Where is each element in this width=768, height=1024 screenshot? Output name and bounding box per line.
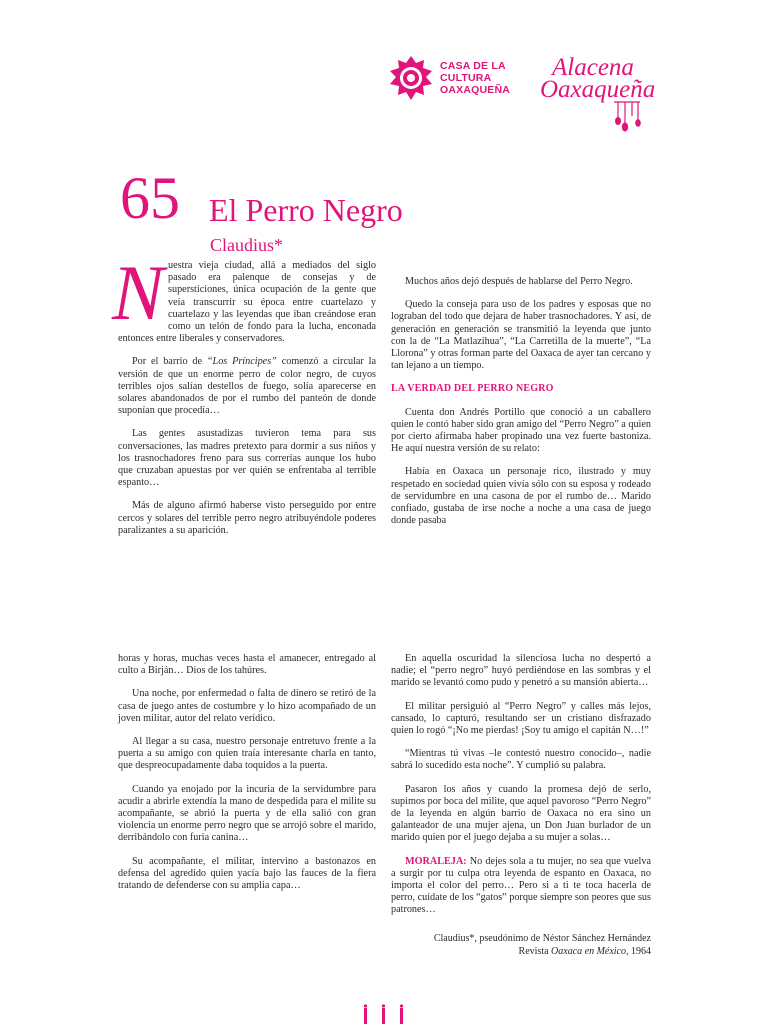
casa-line-1: CASA DE LA (440, 60, 506, 72)
credit-line-2 (351, 946, 651, 959)
paragraph-text: comenzó a circular la versión de que un enorme perro de color negro, de cuyos terribles ojos salían destellos de fuego, solía aparecerse en solares abandonados de por el rumbo del panteón de donde suponían que procedía… (118, 356, 377, 417)
paragraph: horas y horas, muchas veces hasta el amanecer, entregado al culto a Birján… Dios de los tahúres. (118, 653, 376, 677)
credit (351, 933, 651, 958)
story-author: Claudius* (210, 235, 284, 255)
moraleja-text: No dejes sola a tu mujer, no sea que vuelva a surgir por tu culpa otra leyenda de espanto en Oaxaca, no importa el color del perro… Pero si a ti te toca hacerla de perro, cuídate de los “gatos” porque siempre son peores que sus patrones… (391, 855, 651, 916)
left-column-bottom (118, 653, 376, 903)
paragraph: Muchos años dejó después de hablarse del Perro Negro. (405, 276, 633, 287)
paragraph: Su acompañante, el militar, intervino a bastonazos en defensa del agredido quien yacía bajo las fauces de la fiera tratando de defenderse con su amplia capa… (118, 855, 376, 892)
paragraph: Pasaron los años y cuando la promesa dejó de serlo, supimos por boca del milite, que aquel pavoroso “Perro Negro” de la leyenda en algún barrio de Oaxaca no era sino un galanteador de una mujer ajena, un Don Juan burlador de un marido quien por el juego dejaba a su mujer a solas… (391, 783, 651, 844)
paragraph: “Mientras tú vivas –le contestó nuestro conocido–, nadie sabrá lo sucedido esta noche”. Y cumplió su palabra. (391, 748, 651, 772)
paragraph: Cuando ya enojado por la incuria de la servidumbre para acudir a abrirle extendía la mano de despedida para el milite su acompañante, se abrió la puerta y de ella salió con gran violencia un enorme perro negro que se arrojó sobre el marido, derribándolo con furia canina… (118, 783, 376, 844)
paragraph: Al llegar a su casa, nuestro personaje entretuvo frente a la puerta a su amigo con quien traía interesante charla en tanto, que despreocupadamente daba toquidos a la puerta. (118, 736, 376, 772)
alacena-oaxaquena-logo (540, 54, 660, 134)
oaxaca-seal-icon (388, 55, 434, 101)
alacena-word: Alacena (552, 54, 634, 81)
moraleja-paragraph (391, 856, 651, 917)
paragraph (112, 249, 376, 345)
credit-emphasis: Oaxaca en México, (551, 945, 629, 957)
paragraph-text: uestra vieja ciudad, allá a mediados del siglo pasado era palenque de consejas y de supersticiones, única ocupación de la gente que veía transcurrir su época entre cuartelazo y cuartelazo y las leyendas que iban creándose eran como un telón de fondo para la lucha, enconada entonces entre liberales y conservadores. (118, 260, 376, 345)
paragraph: Una noche, por enfermedad o falta de dinero se retiró de la casa de juego antes de costumbre y lo hizo acompañado de un joven militar, autor del relato verídico. (118, 688, 376, 724)
casa-line-2: CULTURA (440, 72, 492, 84)
moraleja-label: MORALEJA: (405, 855, 467, 867)
paragraph: Las gentes asustadizas tuvieron tema para sus conversaciones, las madres pretexto para dormir a sus niños y los trasnochadores freno para sus correrías aunque los hubo que cruzaban apuestas por ver quién se enfrentaba al terrible espanto… (118, 428, 376, 489)
casa-cultura-logo (388, 52, 528, 104)
credit-text: Revista (518, 945, 552, 957)
casa-line-3: OAXAQUEÑA (440, 84, 511, 96)
paragraph: En aquella oscuridad la silenciosa lucha no despertó a nadie; el “perro negro” huyó perdiéndose en las sombras y el marido se levantó como pudo y penetró a su mansión abierta… (391, 653, 651, 689)
paragraph: El militar persiguió al “Perro Negro” y calles más lejos, cansado, lo capturó, resultando ser un cristiano disfrazado quien lo rogó “¡No me pierdas! ¡Soy tu amigo el capitán N…!” (391, 700, 651, 737)
paragraph: Había en Oaxaca un personaje rico, ilustrado y muy respetado en sociedad quien vivía sólo con su esposa y rodeado de servidumbre en una casona de por el rumbo de… Marido confiado, gustaba de irse noche a noche a una casa de juego donde pasaba (391, 466, 651, 527)
utensils-icon (612, 100, 642, 132)
story-title: El Perro Negro (209, 192, 403, 228)
footer-ornament-icon (360, 1004, 408, 1024)
paragraph: Más de alguno afirmó haberse visto perseguido por entre cercos y solares del terrible perro negro atribuyéndole poderes paralizantes a su aparición. (118, 500, 376, 536)
story-number: 65 (120, 165, 180, 231)
credit-text: 1964 (628, 945, 651, 957)
paragraph-text: Por el barrio de (132, 356, 207, 368)
emphasis-text: “Los Príncipes” (206, 356, 277, 368)
oaxaquena-word: Oaxaqueña (540, 76, 656, 103)
right-column-top (391, 276, 651, 538)
section-subheading: LA VERDAD DEL PERRO NEGRO (391, 383, 554, 395)
paragraph: Cuenta don Andrés Portillo que conoció a un caballero quien le contó haber sido gran amigo del “Perro Negro” a quien por cierto afirmaba haber propinado una vez fuerte bastoniza. He aquí nuestra versión de su relato: (391, 406, 651, 455)
paragraph: Quedo la conseja para uso de los padres y esposas que no lograban del todo que dejara de haber trasnochadores. Y así, de generación en generación se transmitió la leyenda que junto con la de “La Matlazihua”, “La Carretilla de la muerte”, “La Llorona” y otras forman parte del Oaxaca de ayer tan cercano y tan lejano a un tiempo. (391, 299, 651, 372)
left-column-top (112, 249, 377, 548)
right-column-bottom (391, 653, 651, 928)
credit-line-1: Claudius*, pseudónimo de Néstor Sánchez Hernández (433, 933, 651, 944)
drop-cap: N (112, 249, 165, 336)
paragraph (118, 356, 376, 417)
